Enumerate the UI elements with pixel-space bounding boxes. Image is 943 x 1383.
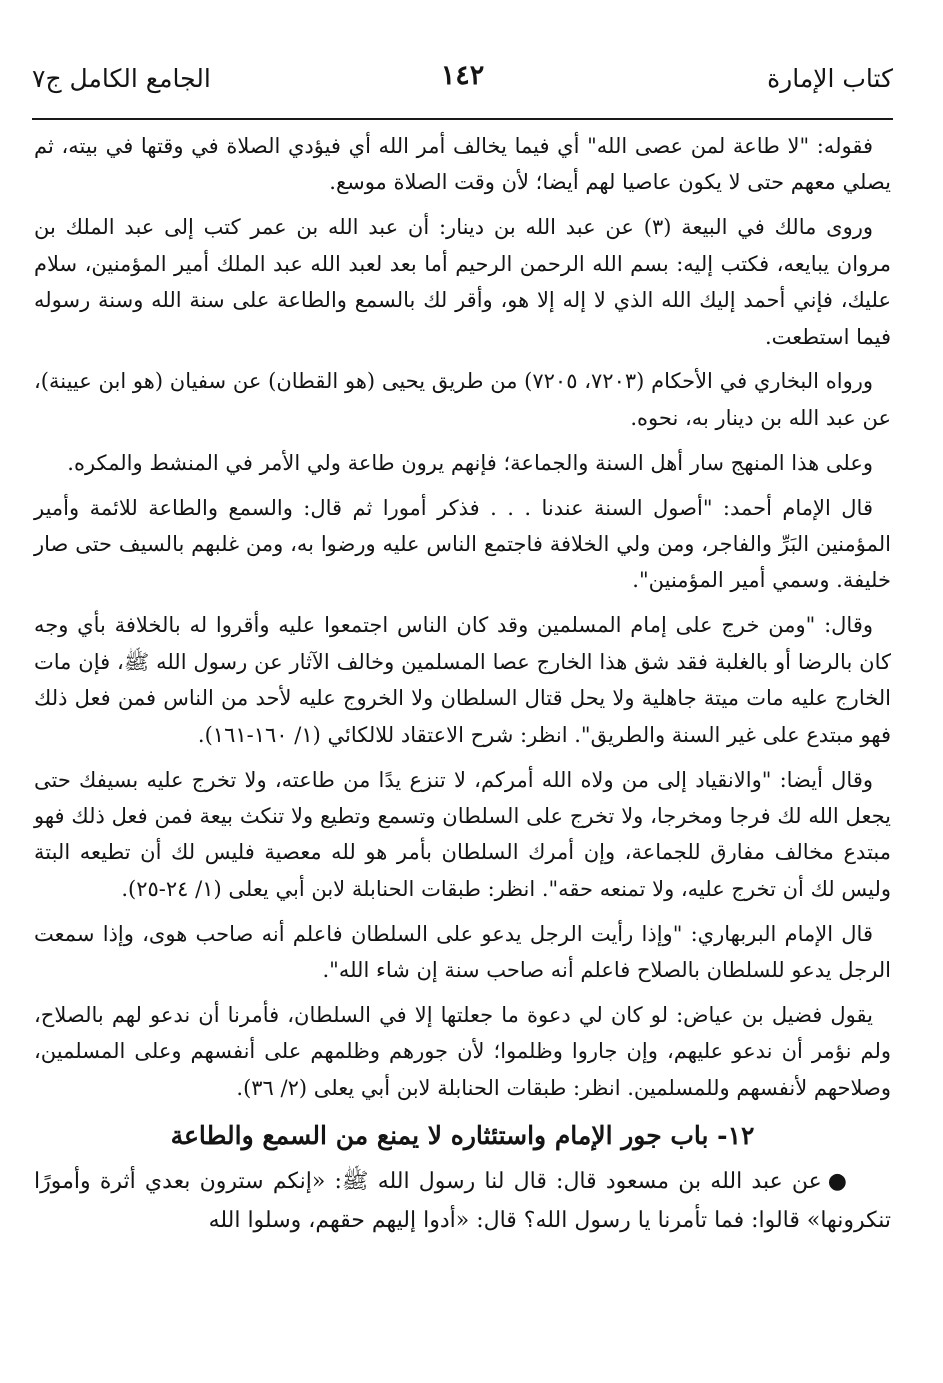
paragraph-submission-quote: وقال أيضا: "والانقياد إلى من ولاه الله أمركم، لا تنزع يدًا من طاعته، ولا تخرج عليه بسيفك حتى يجعل الله لك فرجا ومخرجا، ولا تخرج على السلطان وتسمع وتطيع ولا تنكث بيعة فمن فعل ذلك فهو مبتدع مخالف مفارق للجماعة، وإن أمرك السلطان بأمر هو لله معصية فليس لك أن تطيعه البتة وليس لك أن تخرج عليه، ولا تمنعه حقه". انظر: طبقات الحنابلة لابن أبي يعلى (١/ ٢٤-٢٥). [34, 767, 891, 901]
section-heading: ١٢- باب جور الإمام واستئثاره لا يمنع من السمع والطاعة [170, 1121, 755, 1151]
running-header [32, 54, 893, 116]
hadith-body: عن عبد الله بن مسعود قال: قال لنا رسول الله ﷺ: «إنكم سترون بعدي أثرة وأمورًا تنكرونها» قالوا: فما تأمرنا يا رسول الله؟ قال: «أدوا إليهم حقهم، وسلوا الله [34, 1169, 891, 1234]
main-text [34, 128, 891, 1240]
paragraph-fudayl-quote: يقول فضيل بن عياض: لو كان لي دعوة ما جعلتها إلا في السلطان، فأمرنا أن ندعو لهم بالصلاح، ولم نؤمر أن ندعو عليهم، وإن جاروا وظلموا؛ لأن جورهم وظلمهم على أنفسهم وعلى المسلمين، وصلاحهم لأنفسهم وللمسلمين. انظر: طبقات الحنابلة لابن أبي يعلى (٢/ ٣٦). [34, 1002, 891, 1100]
paragraph-malik-narration: وروى مالك في البيعة (٣) عن عبد الله بن دينار: أن عبد الله بن عمر كتب إلى عبد الملك بن مروان يبايعه، فكتب إليه: بسم الله الرحمن الرحيم أما بعد لعبد الله عبد الملك أمير المؤمنين، سلام عليك، فإني أحمد إليك الله الذي لا إله إلا هو، وأقر لك بالسمع والطاعة على سنة الله وسنة رسوله فيما استطعت. [34, 215, 891, 349]
paragraph-ahl-sunnah-method: وعلى هذا المنهج سار أهل السنة والجماعة؛ فإنهم يرون طاعة ولي الأمر في المنشط والمكره. [67, 450, 873, 475]
book-title: كتاب الإمارة [767, 64, 893, 93]
header-divider [32, 118, 893, 120]
hadith-text [34, 1162, 891, 1240]
paragraph-barbahari-quote: قال الإمام البربهاري: "وإذا رأيت الرجل يدعو على السلطان فاعلم أنه صاحب هوى، وإذا سمعت الرجل يدعو للسلطان بالصلاح فاعلم أنه صاحب سنة إن شاء الله". [34, 921, 891, 983]
paragraph-bukhari-reference: ورواه البخاري في الأحكام (٧٢٠٣، ٧٢٠٥) من طريق يحيى (هو القطان) عن سفيان (هو ابن عيينة)، عن عبد الله بن دينار به، نحوه. [34, 369, 891, 430]
bullet-icon: ● [827, 1169, 847, 1195]
volume-title: الجامع الكامل ج٧ [32, 64, 211, 93]
paragraph-rebellion-quote: وقال: "ومن خرج على إمام المسلمين وقد كان الناس اجتمعوا عليه وأقروا له بالخلافة بأي وجه كان بالرضا أو بالغلبة فقد شق هذا الخارج عصا المسلمين وخالف الآثار عن رسول الله ﷺ، فإن مات الخارج عليه مات ميتة جاهلية ولا يحل قتال السلطان ولا الخروج عليه لأحد من الناس فمن فعل ذلك فهو مبتدع على غير السنة والطريق". انظر: شرح الاعتقاد للالكائي (١/ ١٦٠-١٦١). [34, 613, 891, 747]
page-number: ١٤٢ [440, 60, 485, 91]
paragraph-obedience-note: فقوله: "لا طاعة لمن عصى الله" أي فيما يخالف أمر الله أي فيؤدي الصلاة في وقتها في بيته، ثم يصلي معهم حتى لا يكون عاصيا لهم أيضا؛ لأن وقت الصلاة موسع. [34, 134, 891, 195]
paragraph-imam-ahmad-quote: قال الإمام أحمد: "أصول السنة عندنا . . . فذكر أمورا ثم قال: والسمع والطاعة للائمة وأمير المؤمنين البَرِّ والفاجر، ومن ولي الخلافة فاجتمع الناس عليه ورضوا به، ومن غلبهم بالسيف حتى صار خليفة. وسمي أمير المؤمنين". [34, 495, 891, 593]
